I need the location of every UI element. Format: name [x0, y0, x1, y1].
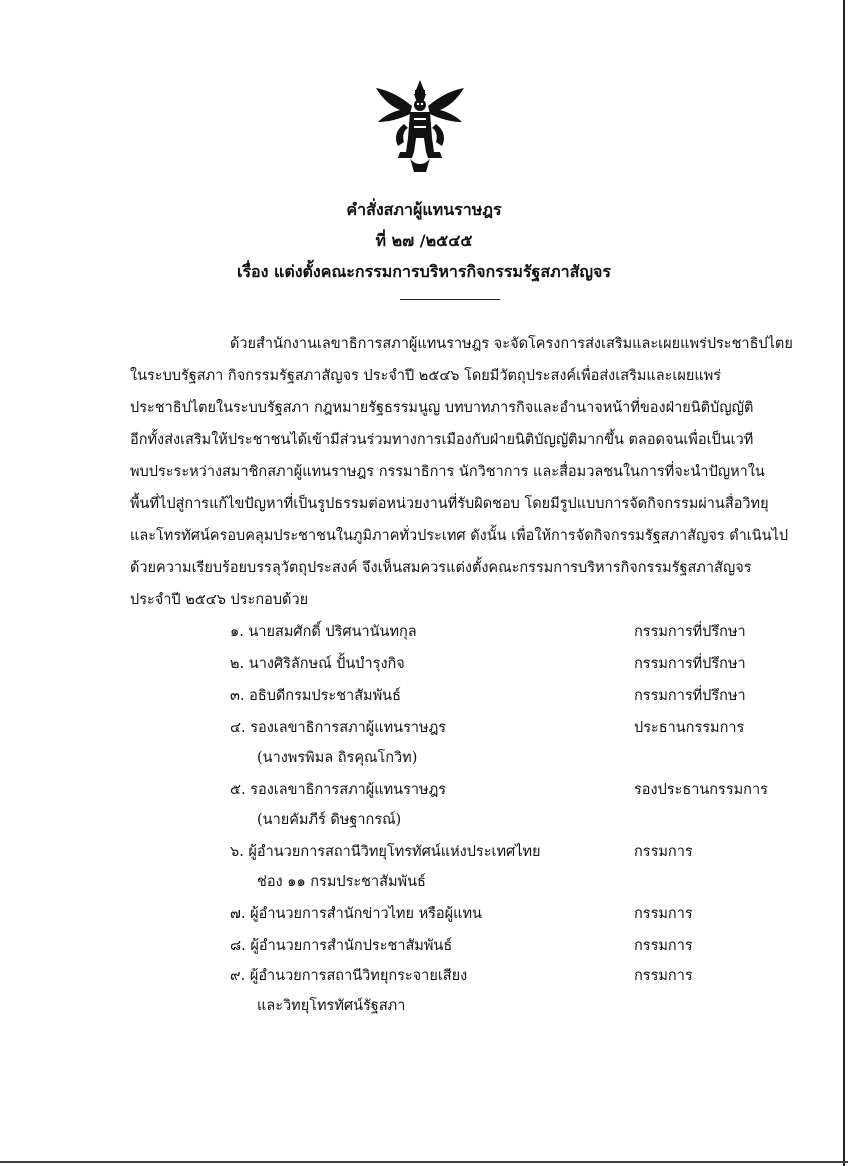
member-name: ๕. รองเลขาธิการสภาผู้แทนราษฎร — [230, 782, 447, 798]
member-name: ๙. ผู้อำนวยการสถานีวิทยุกระจายเสียง — [230, 968, 468, 984]
member-name: ๖. ผู้อำนวยการสถานีวิทยุโทรทัศน์แห่งประเทศไทย — [230, 844, 541, 860]
header-divider — [400, 299, 500, 300]
body-line: และโทรทัศน์ครอบคลุมประชาชนในภูมิภาคทั่วประเทศ ดังนั้น เพื่อให้การจัดกิจกรรมรัฐสภาสัญจร ดำเนินไป — [130, 528, 789, 544]
member-name: ๗. ผู้อำนวยการสำนักข่าวไทย หรือผู้แทน — [230, 906, 482, 922]
member-role: กรรมการที่ปรึกษา — [634, 656, 746, 672]
page-edge-bottom — [0, 1161, 848, 1163]
member-subline: (นางพรพิมล ถิรคุณโกวิท) — [257, 750, 418, 766]
body-line: ในระบบรัฐสภา กิจกรรมรัฐสภาสัญจร ประจำปี ๒๕๔๖ โดยมีวัตถุประสงค์เพื่อส่งเสริมและเผยแพร่ — [130, 368, 722, 384]
member-role: กรรมการ — [634, 938, 693, 954]
order-subject: เรื่อง แต่งตั้งคณะกรรมการบริหารกิจกรรมรัฐสภาสัญจร — [236, 262, 612, 281]
member-name: ๓. อธิบดีกรมประชาสัมพันธ์ — [230, 688, 401, 704]
member-role: กรรมการ — [634, 906, 693, 922]
order-title: คำสั่งสภาผู้แทนราษฎร — [346, 200, 502, 219]
garuda-emblem-icon — [370, 76, 470, 176]
member-role: กรรมการ — [634, 968, 693, 984]
page-edge-right — [843, 0, 845, 1166]
member-name: ๑. นายสมศักดิ์ ปริศนานันทกุล — [230, 624, 417, 640]
member-role: ประธานกรรมการ — [634, 720, 745, 736]
body-line: ด้วยความเรียบร้อยบรรลุวัตถุประสงค์ จึงเห็นสมควรแต่งตั้งคณะกรรมการบริหารกิจกรรมรัฐสภาสัญจร — [130, 560, 752, 576]
body-line: ด้วยสำนักงานเลขาธิการสภาผู้แทนราษฎร จะจัดโครงการส่งเสริมและเผยแพร่ประชาธิปไตย — [230, 336, 793, 352]
member-subline: ช่อง ๑๑ กรมประชาสัมพันธ์ — [257, 874, 426, 890]
body-line: พบประระหว่างสมาชิกสภาผู้แทนราษฎร กรรมาธิการ นักวิชาการ และสื่อมวลชนในการที่จะนำปัญหาใน — [130, 464, 765, 480]
body-line: พื้นที่ไปสู่การแก้ไขปัญหาที่เป็นรูปธรรมต่อหน่วยงานที่รับผิดชอบ โดยมีรูปแบบการจัดกิจกรรมผ่านสื่อวิทยุ — [130, 496, 769, 512]
body-line: อีกทั้งส่งเสริมให้ประชาชนได้เข้ามีส่วนร่วมทางการเมืองกับฝ่ายนิติบัญญัติมากขึ้น ตลอดจนเพื่อเป็นเวที — [130, 432, 754, 448]
member-role: รองประธานกรรมการ — [634, 782, 768, 798]
member-role: กรรมการที่ปรึกษา — [634, 688, 746, 704]
body-line: ประจำปี ๒๕๔๖ ประกอบด้วย — [130, 592, 309, 608]
member-name: ๘. ผู้อำนวยการสำนักประชาสัมพันธ์ — [230, 938, 453, 954]
member-subline: (นายคัมภีร์ ดิษฐากรณ์) — [257, 812, 402, 828]
member-name: ๒. นางศิริลักษณ์ ปั้นบำรุงกิจ — [230, 656, 405, 672]
order-number: ที่ ๒๗ /๒๕๔๕ — [375, 231, 473, 250]
body-line: ประชาธิปไตยในระบบรัฐสภา กฎหมายรัฐธรรมนูญ บทบาทภารกิจและอำนาจหน้าที่ของฝ่ายนิติบัญญัติ — [130, 400, 754, 416]
member-name: ๔. รองเลขาธิการสภาผู้แทนราษฎร — [230, 720, 447, 736]
member-subline: และวิทยุโทรทัศน์รัฐสภา — [257, 998, 406, 1014]
member-role: กรรมการที่ปรึกษา — [634, 624, 746, 640]
member-role: กรรมการ — [634, 844, 693, 860]
